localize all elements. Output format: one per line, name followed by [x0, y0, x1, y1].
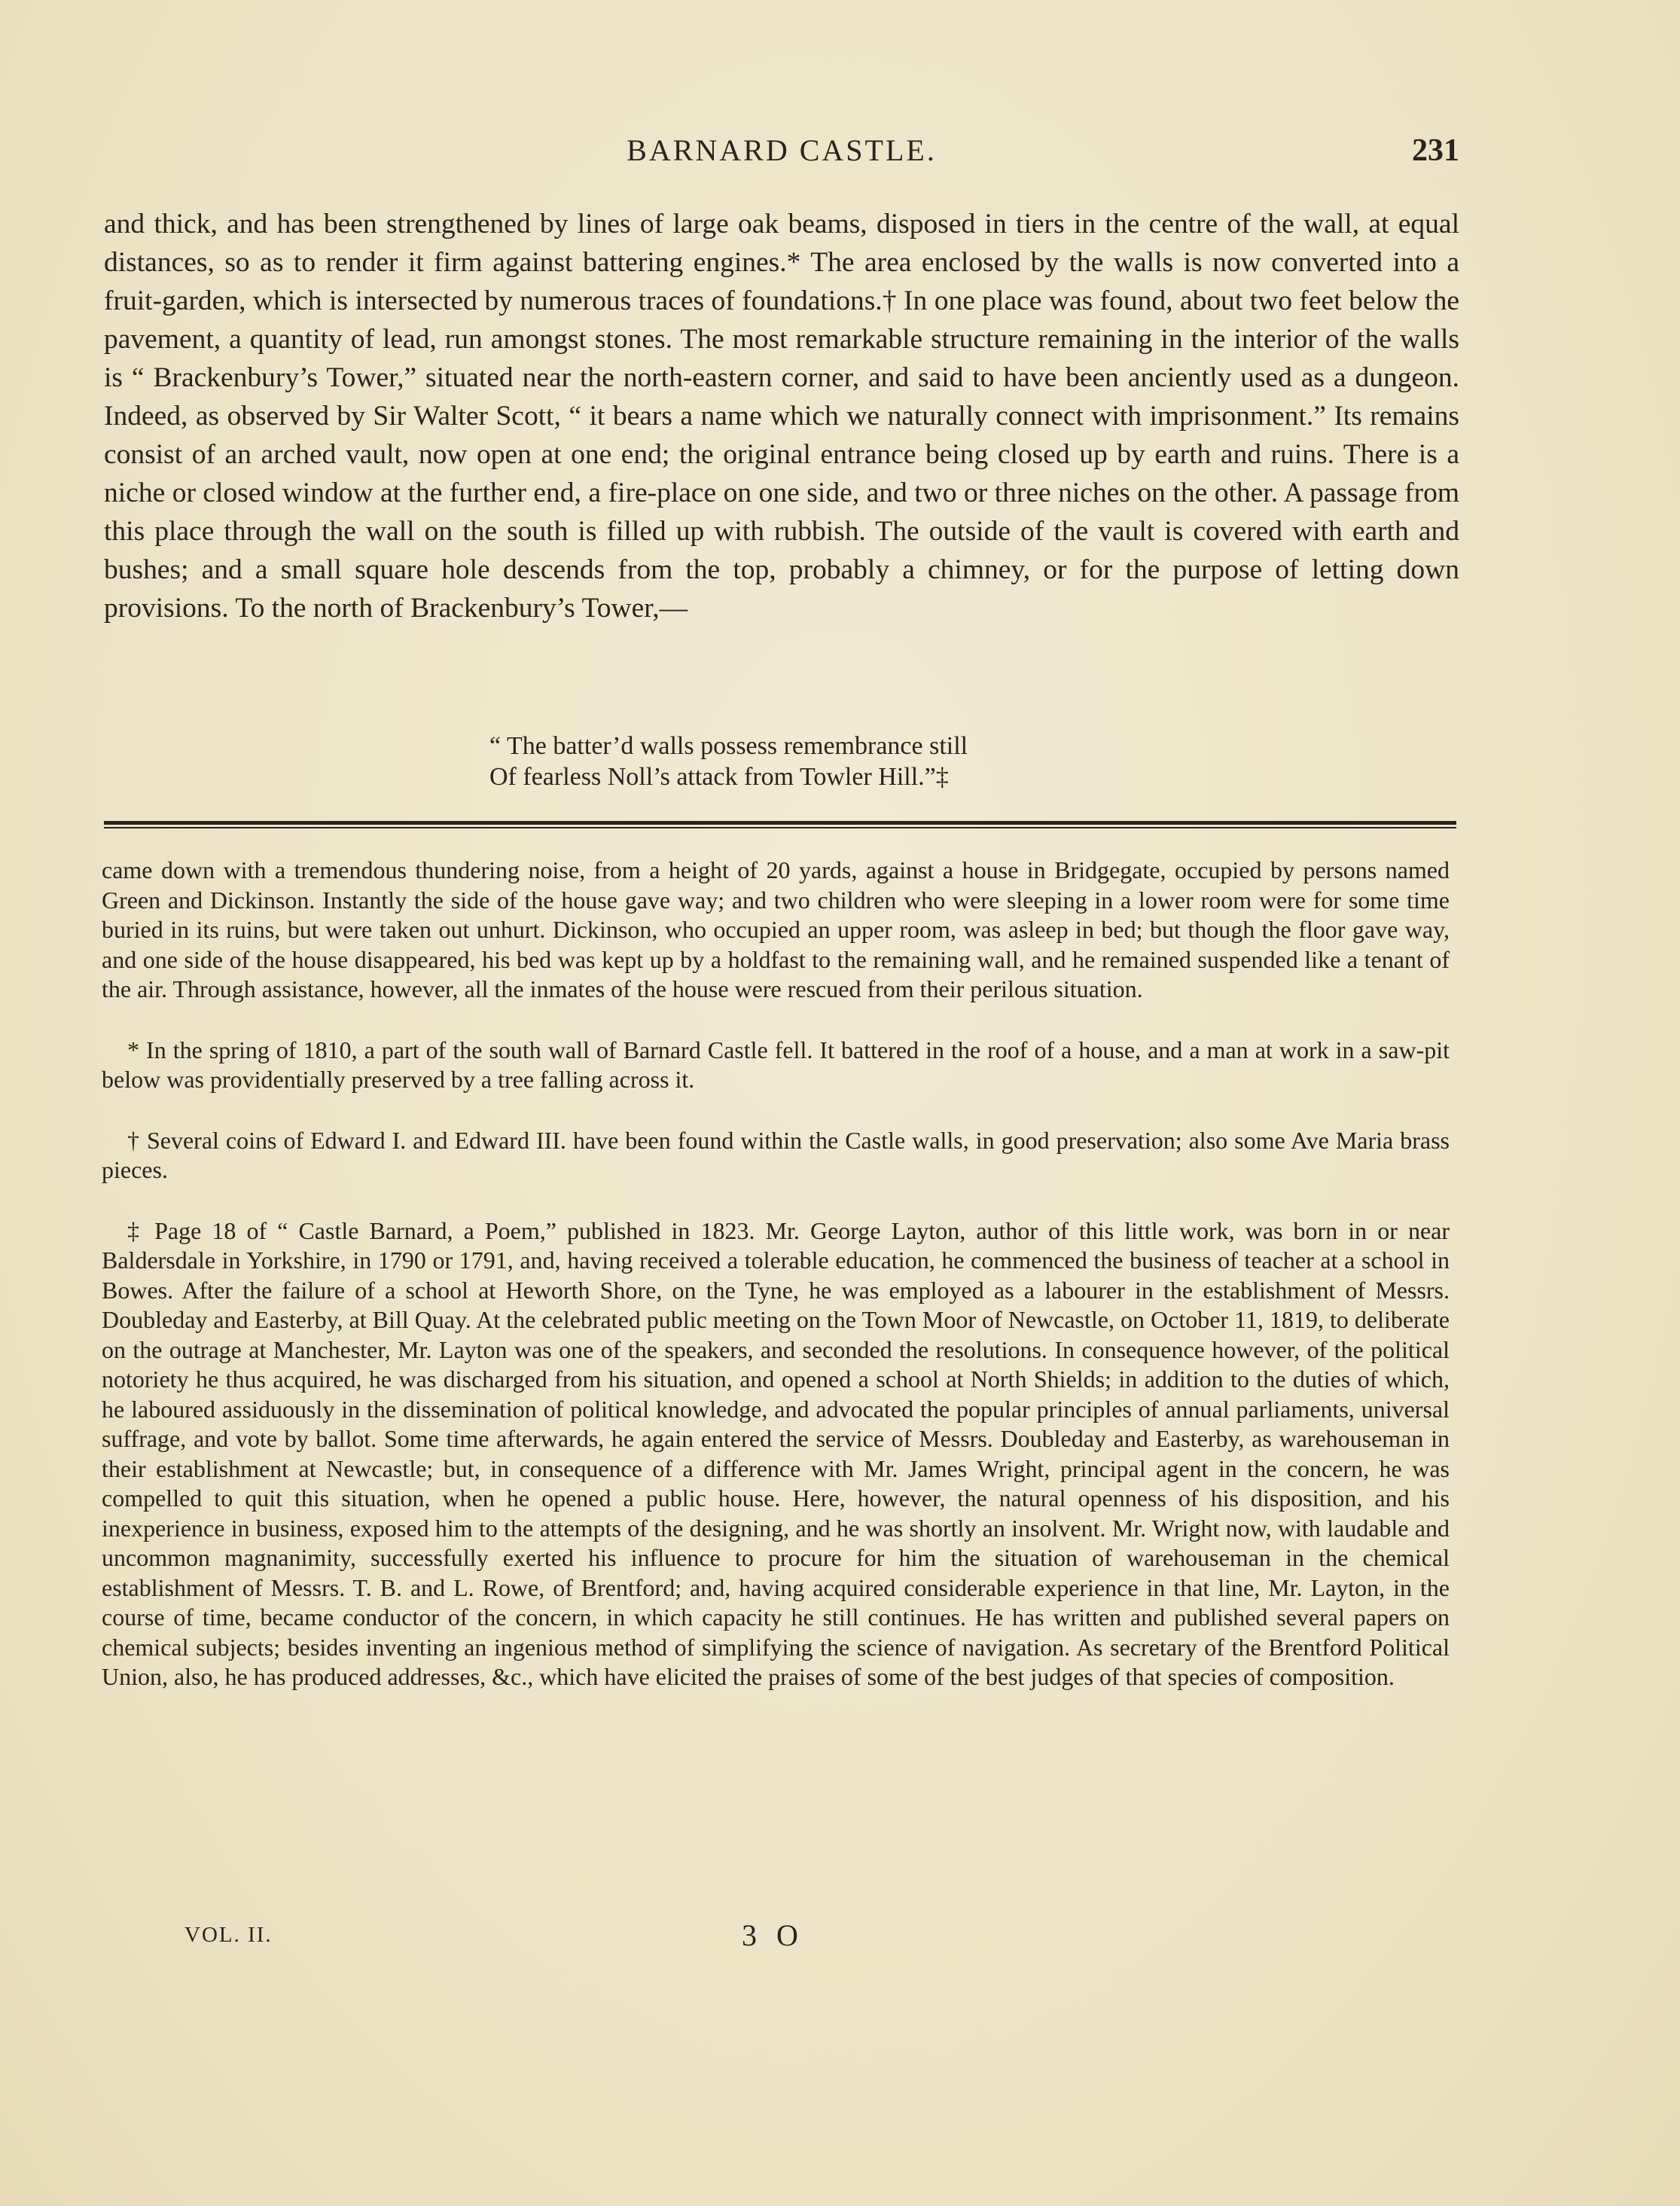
- footnote-star: * In the spring of 1810, a part of the south wall of Barnard Castle fell. It battered in the roof of a house, and a man at work in a saw-pit below was providentially preserved by a tree falling across it.: [102, 1036, 1450, 1093]
- signature-mark: 3 O: [742, 1918, 804, 1952]
- page-number: 231: [1412, 133, 1459, 168]
- footnote-separator-rule-thin: [104, 827, 1456, 828]
- footnote-double-dagger: ‡ Page 18 of “ Castle Barnard, a Poem,” published in 1823. Mr. George Layton, author of this little work, was born in or near Baldersdale in Yorkshire, in 1790 or 1791, and, having received a tolerable education, he commenced the business of teacher at a school in Bowes. After the failure of a school at Heworth Shore, on the Tyne, he was employed as a labourer in the establishment of Messrs. Doubleday and Easterby, at Bill Quay. At the celebrated public meeting on the Town Moor of Newcastle, on October 11, 1819, to deliberate on the outrage at Manchester, Mr. Layton was one of the speakers, and seconded the resolutions. In consequence however, of the political notoriety he thus acquired, he was discharged from his situation, and opened a school at North Shields; in addition to the duties of which, he laboured assiduously in the dissemination of political knowledge, and advocated the popular principles of annual parliaments, universal suffrage, and vote by ballot. Some time afterwards, he again entered the service of Messrs. Doubleday and Easterby, as warehouseman in their establishment at Newcastle; but, in consequence of a difference with Mr. James Wright, principal agent in the concern, he was compelled to quit this situation, when he opened a public house. Here, however, the natural openness of his disposition, and his inexperience in business, exposed him to the attempts of the designing, and he was shortly an insolvent. Mr. Wright now, with laudable and uncommon magnanimity, successfully exerted his influence to procure for him the situation of warehouseman in the chemical establishment of Messrs. T. B. and L. Rowe, of Brentford; and, having acquired considerable experience in that line, Mr. Layton, in the course of time, became conductor of the concern, in which capacity he still continues. He has written and published several papers on chemical subjects; besides inventing an ingenious method of simplifying the science of navigation. As secretary of the Brentford Political Union, also, he has produced addresses, &c., which have elicited the praises of some of the best judges of that species of composition.: [102, 1216, 1450, 1690]
- verse-line-1: “ The batter’d walls possess remembrance still: [489, 732, 968, 760]
- footnote-continued: came down with a tremendous thundering noise, from a height of 20 yards, against a house in Bridgegate, occupied by persons named Green and Dickinson. Instantly the side of the house gave way; and two children who were sleeping in a lower room were for some time buried in its ruins, but were taken out unhurt. Dickinson, who occupied an upper room, was asleep in bed; but though the floor gave way, and one side of the house disappeared, his bed was kept up by a holdfast to the remaining wall, and he remained suspended like a tenant of the air. Through assistance, however, all the inmates of the house were rescued from their perilous situation.: [102, 856, 1450, 1002]
- verse-line-2: Of fearless Noll’s attack from Towler Hill.”‡: [489, 763, 949, 791]
- footnote-dagger: † Several coins of Edward I. and Edward III. have been found within the Castle walls, in good preservation; also some Ave Maria brass pieces.: [102, 1126, 1450, 1183]
- page-header: [104, 133, 1459, 178]
- volume-label: VOL. II.: [184, 1923, 273, 1947]
- footnotes: [102, 856, 1450, 1723]
- running-title: BARNARD CASTLE.: [627, 133, 937, 167]
- footnote-separator-rule: [104, 821, 1456, 825]
- main-text-paragraph: and thick, and has been strengthened by lines of large oak beams, disposed in tiers in the centre of the wall, at equal distances, so as to render it firm against battering engines.* The area enclosed by the walls is now converted into a fruit-garden, which is intersected by numerous traces of foundations.† In one place was found, about two feet below the pavement, a quantity of lead, run amongst stones. The most remarkable structure remaining in the interior of the walls is “ Brackenbury’s Tower,” situated near the north-eastern corner, and said to have been anciently used as a dungeon. Indeed, as observed by Sir Walter Scott, “ it bears a name which we naturally connect with imprisonment.” Its remains consist of an arched vault, now open at one end; the original entrance being closed up by earth and ruins. There is a niche or closed window at the further end, a fire-place on one side, and two or three niches on the other. A passage from this place through the wall on the south is filled up with rubbish. The outside of the vault is covered with earth and bushes; and a small square hole descends from the top, probably a chimney, or for the purpose of letting down provisions. To the north of Brackenbury’s Tower,—: [104, 209, 1459, 624]
- verse-quotation: [489, 731, 1167, 792]
